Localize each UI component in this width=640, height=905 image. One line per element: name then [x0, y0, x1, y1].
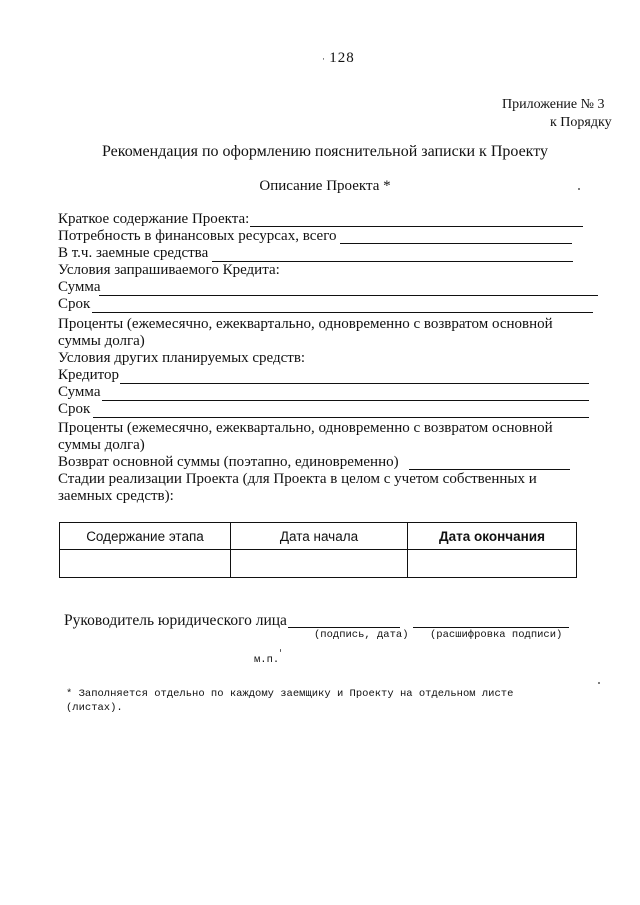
field-label-credit-conditions: Условия запрашиваемого Кредита:: [58, 262, 280, 278]
field-line-other-sum[interactable]: [102, 400, 589, 401]
field-label-other-interest-2: суммы долга): [58, 437, 145, 453]
footnote-line-1: * Заполняется отдельно по каждому заемщику и Проекту на отдельном листе: [66, 688, 514, 700]
field-label-other-interest-1: Проценты (ежемесячно, ежеквартально, одновременно с возвратом основной: [58, 420, 553, 436]
appendix-line-2: к Порядку: [550, 115, 612, 130]
field-line-financial-need[interactable]: [340, 243, 572, 244]
field-line-summary[interactable]: [250, 226, 583, 227]
field-label-other-sum: Сумма: [58, 384, 101, 400]
signature-line[interactable]: [288, 627, 400, 628]
field-label-credit-sum: Сумма: [58, 279, 101, 295]
field-label-credit-term: Срок: [58, 296, 91, 312]
field-label-borrowed: В т.ч. заемные средства: [58, 245, 209, 261]
stages-table-header-end: Дата окончания: [408, 523, 577, 550]
table-row: [60, 550, 577, 578]
scan-speck: [598, 682, 600, 684]
signature-decode-line[interactable]: [413, 627, 569, 628]
field-label-financial-need: Потребность в финансовых ресурсах, всего: [58, 228, 337, 244]
field-label-other-term: Срок: [58, 401, 91, 417]
footnote-line-2: (листах).: [66, 702, 123, 714]
field-label-credit-interest-2: суммы долга): [58, 333, 145, 349]
signature-decode-caption: (расшифровка подписи): [430, 629, 563, 641]
stamp-place: м.п.: [254, 654, 280, 666]
field-line-repayment[interactable]: [409, 469, 570, 470]
scan-speck: [280, 649, 281, 652]
field-label-other-conditions: Условия других планируемых средств:: [58, 350, 306, 366]
stages-table-cell-end[interactable]: [408, 550, 577, 578]
stages-table-cell-content[interactable]: [60, 550, 231, 578]
field-line-credit-term[interactable]: [92, 312, 593, 313]
field-line-other-term[interactable]: [93, 417, 589, 418]
page-number: · 128: [322, 50, 355, 66]
scan-speck: [578, 188, 580, 190]
section-subtitle: Описание Проекта *: [259, 178, 391, 194]
field-line-credit-sum[interactable]: [99, 295, 598, 296]
field-line-creditor[interactable]: [120, 383, 589, 384]
stages-table-header-start: Дата начала: [231, 523, 408, 550]
stages-table-header-row: [60, 523, 577, 550]
field-label-credit-interest-1: Проценты (ежемесячно, ежеквартально, одновременно с возвратом основной: [58, 316, 553, 332]
field-label-summary: Краткое содержание Проекта:: [58, 211, 250, 227]
stages-table-header-content: Содержание этапа: [60, 523, 231, 550]
field-label-stages-1: Стадии реализации Проекта (для Проекта в целом с учетом собственных и: [58, 471, 537, 487]
signature-caption: (подпись, дата): [314, 629, 409, 641]
field-label-creditor: Кредитор: [58, 367, 119, 383]
signature-label: Руководитель юридического лица: [64, 612, 287, 629]
stages-table: [59, 522, 577, 578]
document-title: Рекомендация по оформлению пояснительной записки к Проекту: [101, 143, 549, 160]
field-label-stages-2: заемных средств):: [58, 488, 174, 504]
appendix-line-1: Приложение № 3: [502, 97, 605, 112]
field-label-repayment: Возврат основной суммы (поэтапно, единовременно): [58, 454, 399, 470]
stages-table-cell-start[interactable]: [231, 550, 408, 578]
